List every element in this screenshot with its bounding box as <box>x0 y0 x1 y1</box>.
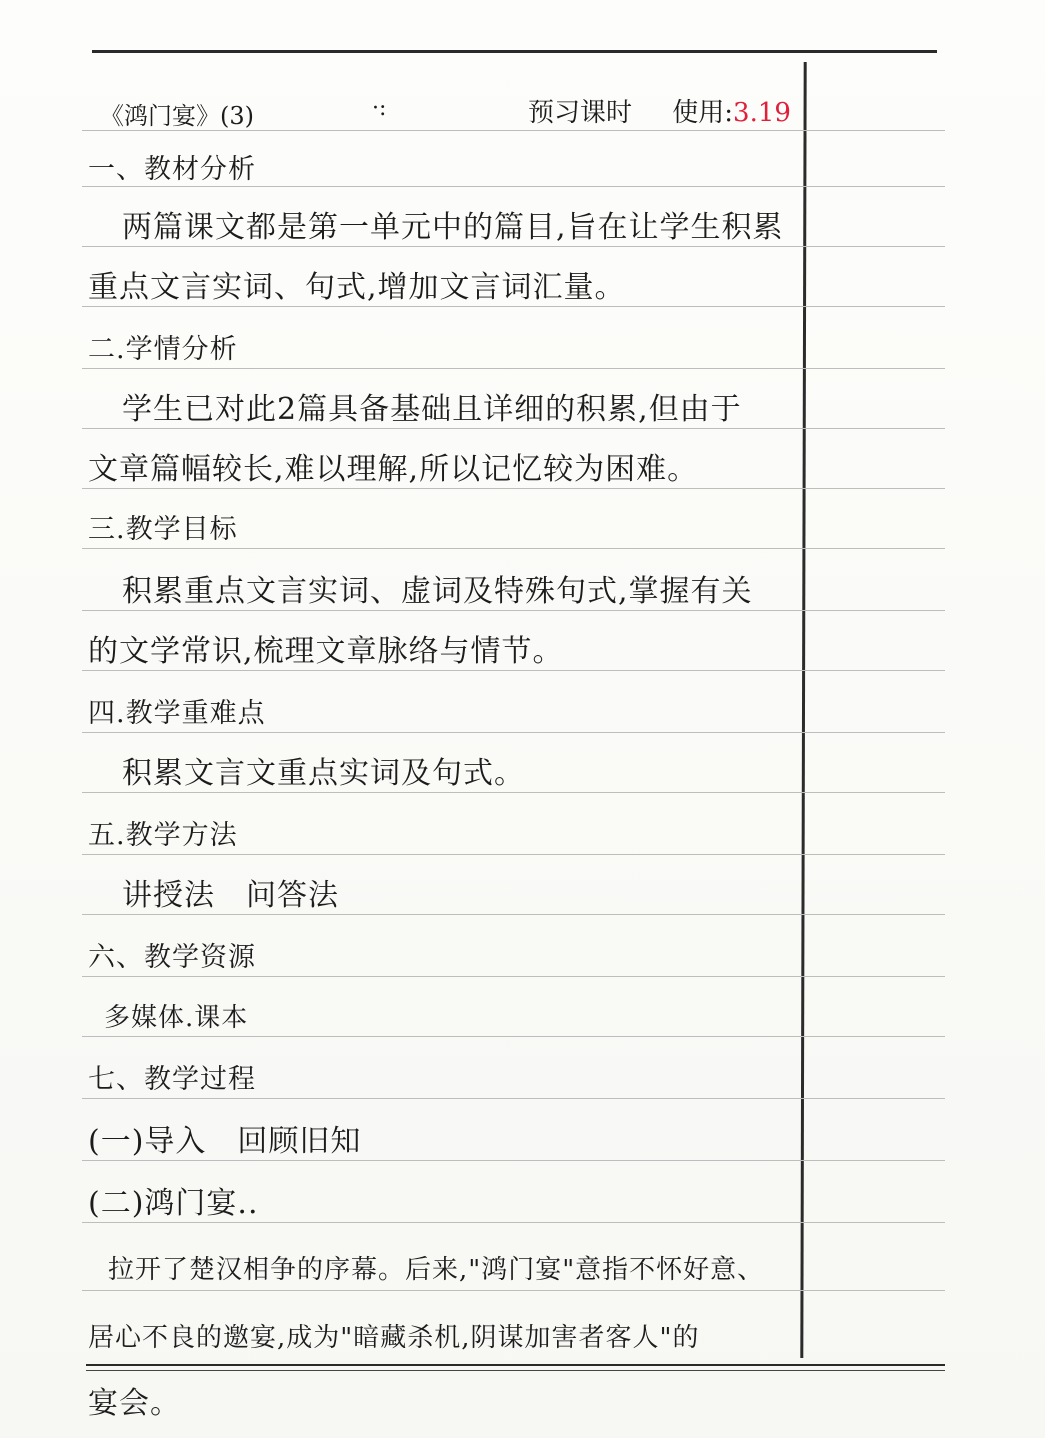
text-line: 多媒体.课本 <box>104 1003 249 1033</box>
section-heading-2: 二.学情分析 <box>88 334 238 365</box>
period-label: 预习课时 <box>528 98 633 128</box>
ruled-line <box>82 1290 945 1291</box>
text-line: (二)鸿门宴.. <box>88 1186 259 1221</box>
text-line: 的文学常识,梳理文章脉络与情节。 <box>88 634 564 669</box>
text-line: 学生已对此2篇具备基础且详细的积累,但由于 <box>122 392 742 427</box>
text-line: 两篇课文都是第一单元中的篇目,旨在让学生积累 <box>122 210 784 245</box>
section-heading-3: 三.教学目标 <box>88 514 238 545</box>
section-heading-4: 四.教学重难点 <box>88 698 266 729</box>
used-label: 使用: <box>672 98 734 128</box>
section-heading-6: 六、教学资源 <box>88 942 256 973</box>
text-line: 居心不良的邀宴,成为"暗藏杀机,阴谋加害者客人"的 <box>88 1323 700 1353</box>
text-line: (一)导入 回顾旧知 <box>88 1124 362 1159</box>
used-date: 3.19 <box>733 98 791 128</box>
text-line: 重点文言实词、句式,增加文言词汇量。 <box>88 270 626 305</box>
bottom-rule-thin <box>86 1370 945 1371</box>
top-rule <box>92 50 937 53</box>
section-heading-5: 五.教学方法 <box>88 820 238 851</box>
lesson-meta <box>528 92 791 129</box>
stray-marks: ·: <box>372 96 387 121</box>
text-line: 积累重点文言实词、虚词及特殊句式,掌握有关 <box>122 574 753 609</box>
text-line: 积累文言文重点实词及句式。 <box>122 756 525 791</box>
margin-line <box>800 62 806 1358</box>
text-line: 文章篇幅较长,难以理解,所以记忆较为困难。 <box>88 452 699 487</box>
text-line: 讲授法 问答法 <box>122 878 339 913</box>
section-heading-1: 一、教材分析 <box>88 154 256 185</box>
text-line: 拉开了楚汉相争的序幕。后来,"鸿门宴"意指不怀好意、 <box>108 1255 765 1285</box>
section-heading-7: 七、教学过程 <box>88 1064 256 1095</box>
lesson-title: 《鸿门宴》(3) <box>100 102 254 130</box>
text-line: 宴会。 <box>88 1386 181 1421</box>
bottom-rule <box>86 1364 945 1366</box>
